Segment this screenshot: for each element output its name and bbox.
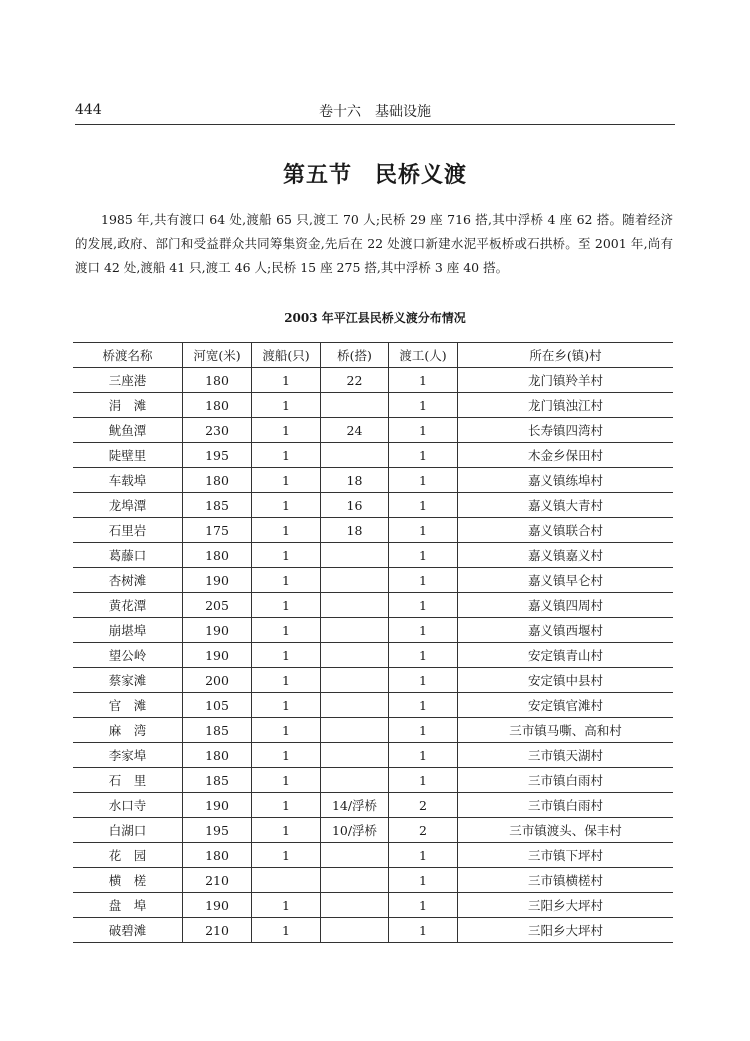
table-cell: 蔡家滩 xyxy=(73,668,183,693)
table-cell: 嘉义镇四周村 xyxy=(458,593,674,618)
table-cell: 1 xyxy=(252,668,321,693)
table-row xyxy=(73,793,673,818)
table-cell: 1 xyxy=(389,393,458,418)
table-cell xyxy=(321,743,389,768)
table-cell: 杏树滩 xyxy=(73,568,183,593)
table-cell: 白湖口 xyxy=(73,818,183,843)
table-cell: 破碧滩 xyxy=(73,918,183,943)
table-cell: 1 xyxy=(252,593,321,618)
table-cell: 190 xyxy=(183,643,252,668)
table-row xyxy=(73,818,673,843)
table-cell xyxy=(321,643,389,668)
table-cell: 10/浮桥 xyxy=(321,818,389,843)
table-cell: 陡壁里 xyxy=(73,443,183,468)
table-cell xyxy=(321,593,389,618)
table-cell: 嘉义镇练埠村 xyxy=(458,468,674,493)
table-cell: 205 xyxy=(183,593,252,618)
table-row xyxy=(73,643,673,668)
table-cell: 1 xyxy=(389,618,458,643)
table-cell: 190 xyxy=(183,793,252,818)
table-cell: 18 xyxy=(321,518,389,543)
table-cell: 三市镇白雨村 xyxy=(458,793,674,818)
table-cell: 1 xyxy=(389,493,458,518)
column-header: 河宽(米) xyxy=(183,343,252,368)
table-cell: 1 xyxy=(389,568,458,593)
table-cell: 1 xyxy=(252,718,321,743)
table-cell: 1 xyxy=(389,718,458,743)
table-cell xyxy=(321,693,389,718)
table-cell: 2 xyxy=(389,818,458,843)
table-cell: 1 xyxy=(252,568,321,593)
table-cell: 1 xyxy=(389,768,458,793)
table-cell: 180 xyxy=(183,468,252,493)
table-row xyxy=(73,668,673,693)
table-cell: 1 xyxy=(252,643,321,668)
table-cell: 1 xyxy=(252,543,321,568)
table-cell: 180 xyxy=(183,393,252,418)
table-cell: 1 xyxy=(252,493,321,518)
table-row xyxy=(73,468,673,493)
bridge-ferry-table xyxy=(73,342,673,943)
table-cell: 1 xyxy=(252,768,321,793)
table-row xyxy=(73,893,673,918)
table-cell: 三市镇白雨村 xyxy=(458,768,674,793)
table-cell: 1 xyxy=(252,518,321,543)
table-row xyxy=(73,918,673,943)
table-cell xyxy=(321,768,389,793)
table-cell xyxy=(321,618,389,643)
table-cell: 嘉义镇联合村 xyxy=(458,518,674,543)
table-cell: 三阳乡大坪村 xyxy=(458,918,674,943)
table-cell: 三市镇横槎村 xyxy=(458,868,674,893)
table-row xyxy=(73,693,673,718)
table-cell: 木金乡保田村 xyxy=(458,443,674,468)
table-row xyxy=(73,393,673,418)
table-cell: 龙门镇浊江村 xyxy=(458,393,674,418)
table-cell: 三市镇下坪村 xyxy=(458,843,674,868)
table-cell: 16 xyxy=(321,493,389,518)
table-cell: 185 xyxy=(183,768,252,793)
table-cell: 安定镇青山村 xyxy=(458,643,674,668)
column-header: 渡工(人) xyxy=(389,343,458,368)
table-cell: 1 xyxy=(252,918,321,943)
table-cell: 210 xyxy=(183,868,252,893)
table-cell: 175 xyxy=(183,518,252,543)
table-cell: 190 xyxy=(183,618,252,643)
table-cell: 涓 滩 xyxy=(73,393,183,418)
table-row xyxy=(73,443,673,468)
table-cell: 安定镇官滩村 xyxy=(458,693,674,718)
table-header-row xyxy=(73,343,673,368)
table-cell: 200 xyxy=(183,668,252,693)
table-cell: 嘉义镇早仑村 xyxy=(458,568,674,593)
section-header: 卷十六 基础设施 xyxy=(319,104,431,120)
table-cell: 三阳乡大坪村 xyxy=(458,893,674,918)
table-cell xyxy=(321,893,389,918)
table-cell: 三市镇天湖村 xyxy=(458,743,674,768)
section-title: 第五节 民桥义渡 xyxy=(282,162,467,188)
table-cell: 1 xyxy=(252,818,321,843)
table-cell: 180 xyxy=(183,543,252,568)
table-cell: 安定镇中县村 xyxy=(458,668,674,693)
table-cell: 210 xyxy=(183,918,252,943)
table-cell: 1 xyxy=(389,843,458,868)
running-header xyxy=(75,98,675,125)
column-header: 桥(搭) xyxy=(321,343,389,368)
column-header: 渡船(只) xyxy=(252,343,321,368)
table-cell: 车载埠 xyxy=(73,468,183,493)
table-cell xyxy=(252,868,321,893)
table-cell: 黄花潭 xyxy=(73,593,183,618)
table-cell: 龙门镇羚羊村 xyxy=(458,368,674,393)
table-row xyxy=(73,593,673,618)
table-cell: 龙埠潭 xyxy=(73,493,183,518)
table-cell: 1 xyxy=(389,643,458,668)
table-cell: 1 xyxy=(252,443,321,468)
table-cell: 1 xyxy=(252,693,321,718)
table-cell: 李家埠 xyxy=(73,743,183,768)
table-cell xyxy=(321,393,389,418)
table-row xyxy=(73,418,673,443)
table-cell: 三座港 xyxy=(73,368,183,393)
table-cell: 18 xyxy=(321,468,389,493)
table-caption: 2003 年平江县民桥义渡分布情况 xyxy=(284,311,466,325)
table-cell: 185 xyxy=(183,718,252,743)
table-cell: 1 xyxy=(389,443,458,468)
table-row xyxy=(73,368,673,393)
table-cell: 230 xyxy=(183,418,252,443)
table-cell: 崩堪埠 xyxy=(73,618,183,643)
table-cell: 石里岩 xyxy=(73,518,183,543)
table-cell: 嘉义镇西堰村 xyxy=(458,618,674,643)
table-cell xyxy=(321,568,389,593)
table-cell: 195 xyxy=(183,443,252,468)
table-cell: 14/浮桥 xyxy=(321,793,389,818)
table-row xyxy=(73,618,673,643)
table-cell xyxy=(321,718,389,743)
table-cell: 1 xyxy=(252,793,321,818)
table-cell xyxy=(321,668,389,693)
table-cell: 三市镇马嘶、高和村 xyxy=(458,718,674,743)
table-cell: 190 xyxy=(183,893,252,918)
page-number: 444 xyxy=(75,102,102,118)
column-header: 所在乡(镇)村 xyxy=(458,343,674,368)
table-cell: 1 xyxy=(252,418,321,443)
table-cell xyxy=(321,543,389,568)
table-cell xyxy=(321,443,389,468)
table-cell: 24 xyxy=(321,418,389,443)
table-row xyxy=(73,743,673,768)
table-cell: 22 xyxy=(321,368,389,393)
table-row xyxy=(73,568,673,593)
table-cell: 石 里 xyxy=(73,768,183,793)
table-row xyxy=(73,843,673,868)
table-cell: 1 xyxy=(389,368,458,393)
table-row xyxy=(73,868,673,893)
table-cell: 180 xyxy=(183,743,252,768)
table-cell: 190 xyxy=(183,568,252,593)
table-cell: 1 xyxy=(389,693,458,718)
table-cell: 1 xyxy=(389,893,458,918)
table-cell: 1 xyxy=(252,893,321,918)
table-cell: 1 xyxy=(389,668,458,693)
table-cell: 鱿鱼潭 xyxy=(73,418,183,443)
table-cell: 1 xyxy=(252,843,321,868)
table-cell: 1 xyxy=(389,418,458,443)
table-cell: 1 xyxy=(389,868,458,893)
body-paragraph: 1985 年,共有渡口 64 处,渡船 65 只,渡工 70 人;民桥 29 座 716 搭,其中浮桥 4 座 62 搭。随着经济的发展,政府、部门和受益群众共同筹集资金,先后在 22 处渡口新建水泥平板桥或石拱桥。至 2001 年,尚有渡口 42 处,渡船 41 只,渡工 46 人;民桥 15 座 275 搭,其中浮桥 3 座 40 搭。 xyxy=(75,212,673,275)
table-cell: 195 xyxy=(183,818,252,843)
table-cell: 1 xyxy=(389,743,458,768)
table-cell: 1 xyxy=(252,618,321,643)
table-row xyxy=(73,543,673,568)
table-cell: 1 xyxy=(389,593,458,618)
table-cell: 1 xyxy=(252,368,321,393)
table-cell: 105 xyxy=(183,693,252,718)
table-cell: 嘉义镇大青村 xyxy=(458,493,674,518)
table-cell: 1 xyxy=(389,918,458,943)
table-cell: 1 xyxy=(389,518,458,543)
table-cell xyxy=(321,918,389,943)
table-cell: 横 槎 xyxy=(73,868,183,893)
table-cell: 望公岭 xyxy=(73,643,183,668)
table-cell: 2 xyxy=(389,793,458,818)
column-header: 桥渡名称 xyxy=(73,343,183,368)
table-cell: 三市镇渡头、保丰村 xyxy=(458,818,674,843)
table-cell: 1 xyxy=(252,393,321,418)
table-row xyxy=(73,718,673,743)
table-cell: 嘉义镇嘉义村 xyxy=(458,543,674,568)
table-cell: 水口寺 xyxy=(73,793,183,818)
table-cell: 180 xyxy=(183,368,252,393)
table-row xyxy=(73,493,673,518)
table-cell: 1 xyxy=(252,743,321,768)
table-cell: 1 xyxy=(389,468,458,493)
table-cell: 盘 埠 xyxy=(73,893,183,918)
table-cell xyxy=(321,843,389,868)
table-cell xyxy=(321,868,389,893)
table-row xyxy=(73,768,673,793)
table-row xyxy=(73,518,673,543)
table-cell: 1 xyxy=(252,468,321,493)
table-cell: 葛藤口 xyxy=(73,543,183,568)
table-cell: 麻 湾 xyxy=(73,718,183,743)
table-cell: 185 xyxy=(183,493,252,518)
table-cell: 1 xyxy=(389,543,458,568)
table-cell: 官 滩 xyxy=(73,693,183,718)
table-cell: 长寿镇四湾村 xyxy=(458,418,674,443)
table-cell: 花 园 xyxy=(73,843,183,868)
table-cell: 180 xyxy=(183,843,252,868)
